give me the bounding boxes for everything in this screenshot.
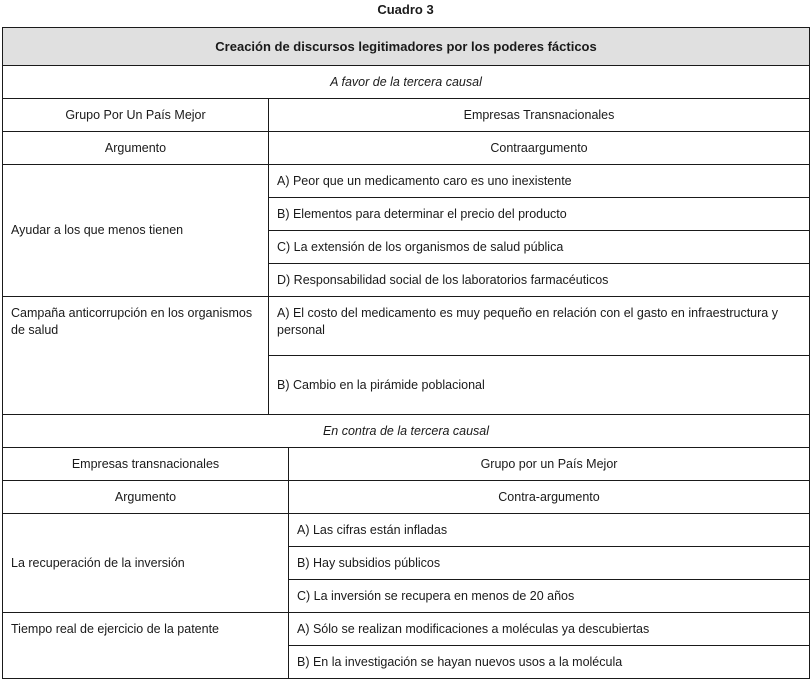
section-label-contra: En contra de la tercera causal xyxy=(3,415,810,448)
counterargument-cell: B) Hay subsidios públicos xyxy=(289,547,810,580)
col-header-left-contra: Empresas transnacionales xyxy=(3,448,289,481)
argument-cell: La recuperación de la inversión xyxy=(3,514,289,613)
counterargument-cell: B) Elementos para determinar el precio del producto xyxy=(269,198,810,231)
table-row xyxy=(3,514,810,547)
counterargument-cell: C) La inversión se recupera en menos de 20 años xyxy=(289,580,810,613)
counterargument-cell: A) Sólo se realizan modificaciones a moléculas ya descubiertas xyxy=(289,613,810,646)
counterargument-cell: C) La extensión de los organismos de salud pública xyxy=(269,231,810,264)
col-subheader-left-favor: Argumento xyxy=(3,132,269,165)
table-row xyxy=(3,297,810,356)
column-subheader-row-contra xyxy=(3,481,810,514)
counterargument-cell: B) En la investigación se hayan nuevos usos a la molécula xyxy=(289,646,810,679)
counterargument-cell: A) El costo del medicamento es muy pequeño en relación con el gasto en infraestructura y personal xyxy=(269,297,810,356)
section-label-favor: A favor de la tercera causal xyxy=(3,66,810,99)
col-subheader-left-contra: Argumento xyxy=(3,481,289,514)
col-subheader-right-favor: Contraargumento xyxy=(269,132,810,165)
section-row-favor xyxy=(3,66,810,99)
table-title: Creación de discursos legitimadores por los poderes fácticos xyxy=(3,28,810,66)
col-header-left-favor: Grupo Por Un País Mejor xyxy=(3,99,269,132)
argument-cell: Tiempo real de ejercicio de la patente xyxy=(3,613,289,679)
col-subheader-right-contra: Contra-argumento xyxy=(289,481,810,514)
counterargument-cell: A) Peor que un medicamento caro es uno inexistente xyxy=(269,165,810,198)
column-header-row-contra xyxy=(3,448,810,481)
argument-cell: Ayudar a los que menos tienen xyxy=(3,165,269,297)
counterargument-cell: B) Cambio en la pirámide poblacional xyxy=(269,356,810,415)
counterargument-cell: A) Las cifras están infladas xyxy=(289,514,810,547)
column-subheader-row-favor xyxy=(3,132,810,165)
argument-cell: Campaña anticorrupción en los organismos de salud xyxy=(3,297,269,415)
column-header-row-favor xyxy=(3,99,810,132)
table-caption: Cuadro 3 xyxy=(377,2,434,17)
counterargument-cell: D) Responsabilidad social de los laboratorios farmacéuticos xyxy=(269,264,810,297)
section-row-contra xyxy=(3,415,810,448)
col-header-right-favor: Empresas Transnacionales xyxy=(269,99,810,132)
table-row xyxy=(3,165,810,198)
argument-table xyxy=(2,27,810,679)
table-row xyxy=(3,613,810,646)
col-header-right-contra: Grupo por un País Mejor xyxy=(289,448,810,481)
table-title-row xyxy=(3,28,810,66)
